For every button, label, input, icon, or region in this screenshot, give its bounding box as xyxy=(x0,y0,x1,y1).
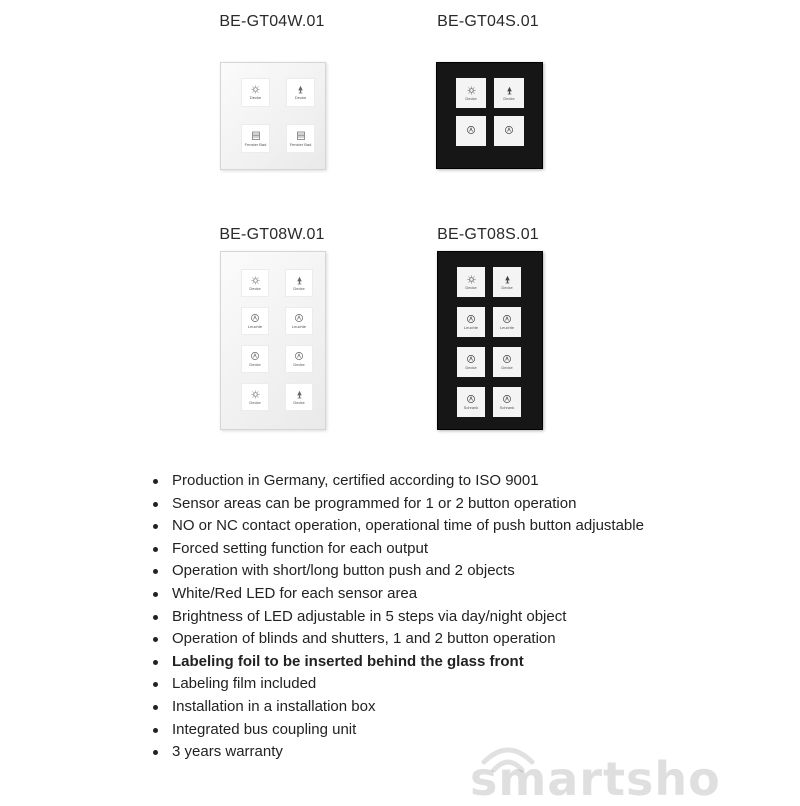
product-label-gt04w: BE-GT04W.01 xyxy=(219,13,325,30)
feature-item xyxy=(148,538,672,561)
sensor-button xyxy=(493,347,521,377)
button-caption: Decke xyxy=(293,285,305,291)
watermark-text: smartsho xyxy=(470,752,721,806)
feature-text: Production in Germany, certified according to ISO 9001 xyxy=(172,472,539,489)
feature-item xyxy=(148,606,672,629)
product-label-gt04s: BE-GT04S.01 xyxy=(437,13,539,30)
button-caption: Decke xyxy=(293,399,305,405)
feature-text: Labeling film included xyxy=(172,675,317,693)
feature-list xyxy=(148,470,672,764)
lamp-icon xyxy=(503,275,512,284)
bullet-icon xyxy=(153,750,158,755)
button-caption: Decke xyxy=(249,362,261,367)
button-caption: Decke xyxy=(501,284,513,290)
sensor-button xyxy=(493,387,521,417)
feature-text: 3 years warranty xyxy=(172,743,283,761)
feature-item xyxy=(148,651,672,674)
feature-text: NO or NC contact operation, operational time of push button adjustable xyxy=(172,517,644,535)
button-caption: Decke xyxy=(501,365,513,370)
product-image-gt08w xyxy=(220,251,326,430)
sensor-button xyxy=(456,116,486,146)
feature-item xyxy=(148,696,672,719)
product-image-gt04w xyxy=(220,62,326,170)
sensor-button xyxy=(457,307,485,337)
sensor-button xyxy=(456,78,486,108)
sensor-button xyxy=(285,269,313,297)
sensor-button xyxy=(457,347,485,377)
round-icon xyxy=(502,394,512,404)
blind-icon xyxy=(251,131,261,141)
button-caption: Leuchte xyxy=(463,325,479,330)
round-icon xyxy=(466,354,476,364)
sensor-button xyxy=(285,307,313,335)
lamp-icon xyxy=(505,86,514,95)
button-caption: Decke xyxy=(249,285,261,291)
button-caption: Decke xyxy=(465,365,477,370)
button-caption: Schrank xyxy=(499,405,515,410)
sensor-button xyxy=(494,78,524,108)
sensor-button xyxy=(241,345,269,373)
feature-text: Labeling foil to be inserted behind the glass front xyxy=(172,652,524,670)
bullet-icon xyxy=(153,524,158,529)
button-caption: Decke xyxy=(249,399,261,405)
bullet-icon xyxy=(153,682,158,687)
button-caption: Leuchte xyxy=(499,325,515,330)
feature-text: Operation with short/long button push and 2 objects xyxy=(172,562,515,580)
sensor-button xyxy=(285,383,313,411)
button-caption: Decke xyxy=(293,362,305,367)
feature-item xyxy=(148,583,672,606)
button-caption: Fenster Bad xyxy=(244,141,267,147)
sensor-button xyxy=(493,267,521,297)
round-icon xyxy=(294,351,304,361)
bullet-icon xyxy=(153,592,158,597)
button-caption: Schrank xyxy=(463,405,479,410)
feature-item xyxy=(148,493,672,516)
sensor-button xyxy=(241,269,269,297)
feature-text: Brightness of LED adjustable in 5 steps via day/night object xyxy=(172,607,567,625)
feature-item xyxy=(148,470,672,493)
sensor-button xyxy=(241,78,270,107)
round-icon xyxy=(466,314,476,324)
feature-item xyxy=(148,560,672,583)
feature-text: Forced setting function for each output xyxy=(172,539,428,557)
round-icon xyxy=(502,314,512,324)
round-icon xyxy=(466,394,476,404)
sensor-button xyxy=(241,124,270,153)
bullet-icon xyxy=(153,660,158,665)
bullet-icon xyxy=(153,728,158,733)
button-caption: Decke xyxy=(294,95,307,100)
feature-text: White/Red LED for each sensor area xyxy=(172,584,418,602)
button-caption: Leuchte xyxy=(247,324,263,329)
button-caption: Fenster Bad xyxy=(289,141,312,147)
sun-icon xyxy=(251,276,260,285)
bullet-icon xyxy=(153,569,158,574)
sensor-button xyxy=(241,307,269,335)
round-icon xyxy=(504,125,514,135)
round-icon xyxy=(250,351,260,361)
button-caption: Decke xyxy=(465,95,477,101)
feature-item xyxy=(148,719,672,742)
bullet-icon xyxy=(153,705,158,710)
product-label-gt08s: BE-GT08S.01 xyxy=(437,226,539,243)
feature-item xyxy=(148,628,672,651)
bullet-icon xyxy=(153,502,158,507)
bullet-icon xyxy=(153,615,158,620)
sensor-button xyxy=(241,383,269,411)
button-caption: Decke xyxy=(249,95,262,100)
feature-text: Operation of blinds and shutters, 1 and 2 button operation xyxy=(172,630,556,648)
lamp-icon xyxy=(296,85,305,94)
bullet-icon xyxy=(153,547,158,552)
blind-icon xyxy=(296,131,306,141)
lamp-icon xyxy=(295,276,304,285)
sun-icon xyxy=(467,275,476,284)
watermark xyxy=(470,740,800,806)
feature-text: Installation in a installation box xyxy=(172,697,376,715)
bullet-icon xyxy=(153,637,158,642)
sensor-button xyxy=(286,124,315,153)
feature-text: Integrated bus coupling unit xyxy=(172,720,357,738)
sensor-button xyxy=(493,307,521,337)
round-icon xyxy=(250,313,260,323)
sensor-button xyxy=(457,387,485,417)
feature-item xyxy=(148,673,672,696)
sun-icon xyxy=(251,85,260,94)
sensor-button xyxy=(457,267,485,297)
lamp-icon xyxy=(295,390,304,399)
feature-text: Sensor areas can be programmed for 1 or 2 button operation xyxy=(172,494,577,512)
product-image-gt08s xyxy=(437,251,543,430)
button-caption: Decke xyxy=(465,284,477,290)
sensor-button xyxy=(494,116,524,146)
sun-icon xyxy=(251,390,260,399)
product-label-gt08w: BE-GT08W.01 xyxy=(219,226,325,243)
feature-item xyxy=(148,515,672,538)
button-caption: Leuchte xyxy=(291,324,307,329)
round-icon xyxy=(466,125,476,135)
sun-icon xyxy=(467,86,476,95)
button-caption: Decke xyxy=(503,95,515,101)
round-icon xyxy=(294,313,304,323)
sensor-button xyxy=(285,345,313,373)
product-image-gt04s xyxy=(436,62,543,169)
sensor-button xyxy=(286,78,315,107)
bullet-icon xyxy=(153,479,158,484)
round-icon xyxy=(502,354,512,364)
